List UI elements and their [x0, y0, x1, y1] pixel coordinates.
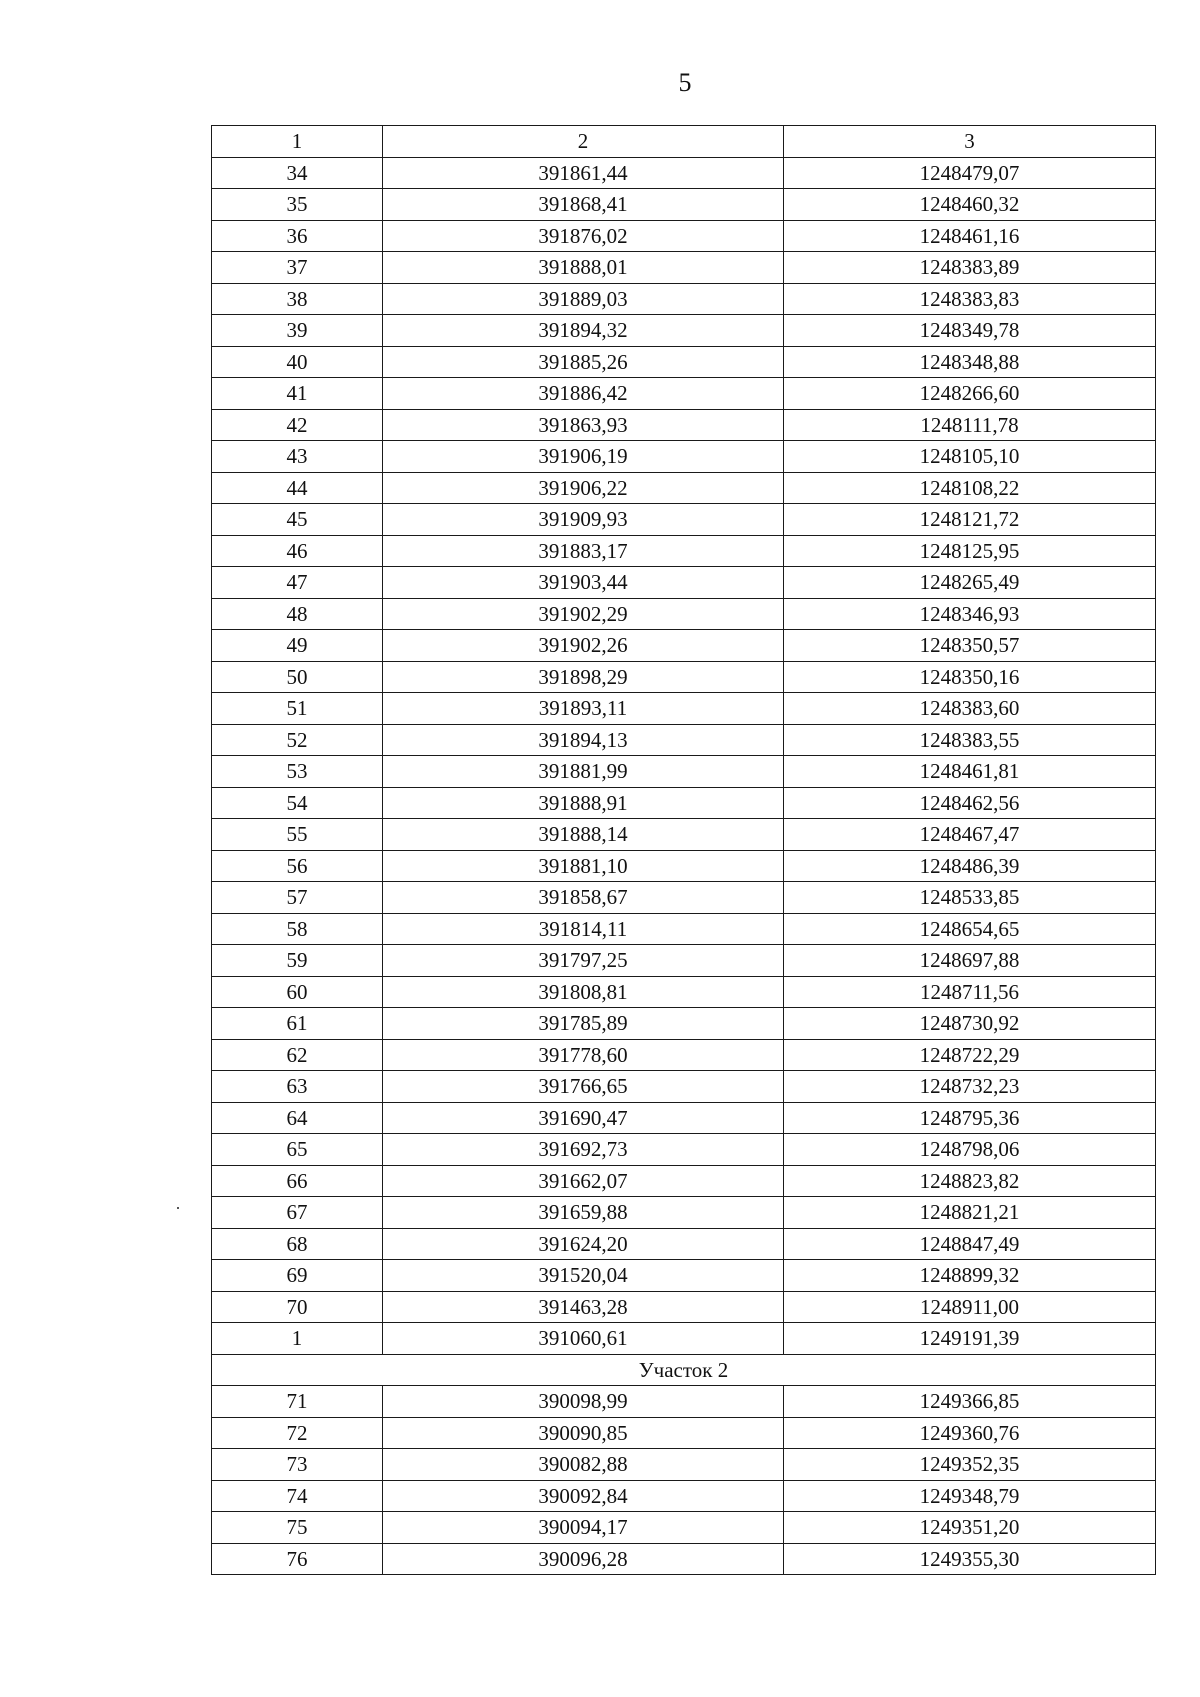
y-coordinate-cell: 1248798,06 [784, 1134, 1156, 1166]
point-number-cell: 53 [212, 756, 383, 788]
table-row [212, 1197, 1156, 1229]
point-number-cell: 56 [212, 850, 383, 882]
point-number-cell: 1 [212, 1323, 383, 1355]
x-coordinate-cell: 391902,29 [383, 598, 784, 630]
table-row [212, 441, 1156, 473]
x-coordinate-cell: 391692,73 [383, 1134, 784, 1166]
y-coordinate-cell: 1248479,07 [784, 157, 1156, 189]
y-coordinate-cell: 1248105,10 [784, 441, 1156, 473]
x-coordinate-cell: 391883,17 [383, 535, 784, 567]
table-row [212, 472, 1156, 504]
x-coordinate-cell: 391906,22 [383, 472, 784, 504]
y-coordinate-cell: 1248111,78 [784, 409, 1156, 441]
point-number-cell: 62 [212, 1039, 383, 1071]
point-number-cell: 43 [212, 441, 383, 473]
table-row [212, 409, 1156, 441]
x-coordinate-cell: 391814,11 [383, 913, 784, 945]
table-row [212, 220, 1156, 252]
point-number-cell: 69 [212, 1260, 383, 1292]
point-number-cell: 66 [212, 1165, 383, 1197]
table-row [212, 976, 1156, 1008]
x-coordinate-cell: 391060,61 [383, 1323, 784, 1355]
y-coordinate-cell: 1248461,81 [784, 756, 1156, 788]
x-coordinate-cell: 391808,81 [383, 976, 784, 1008]
y-coordinate-cell: 1248350,57 [784, 630, 1156, 662]
x-coordinate-cell: 391903,44 [383, 567, 784, 599]
table-row [212, 1543, 1156, 1575]
section-title-row [212, 1354, 1156, 1386]
y-coordinate-cell: 1248462,56 [784, 787, 1156, 819]
y-coordinate-cell: 1248467,47 [784, 819, 1156, 851]
x-coordinate-cell: 391797,25 [383, 945, 784, 977]
x-coordinate-cell: 391894,13 [383, 724, 784, 756]
x-coordinate-cell: 391858,67 [383, 882, 784, 914]
x-coordinate-cell: 390082,88 [383, 1449, 784, 1481]
y-coordinate-cell: 1248266,60 [784, 378, 1156, 410]
y-coordinate-cell: 1248383,60 [784, 693, 1156, 725]
table-row [212, 661, 1156, 693]
table-row [212, 630, 1156, 662]
table-row [212, 882, 1156, 914]
y-coordinate-cell: 1248461,16 [784, 220, 1156, 252]
table-row [212, 819, 1156, 851]
y-coordinate-cell: 1248730,92 [784, 1008, 1156, 1040]
y-coordinate-cell: 1248350,16 [784, 661, 1156, 693]
x-coordinate-cell: 391885,26 [383, 346, 784, 378]
table-header-row [212, 126, 1156, 158]
point-number-cell: 46 [212, 535, 383, 567]
y-coordinate-cell: 1248847,49 [784, 1228, 1156, 1260]
header-cell-x: 2 [383, 126, 784, 158]
point-number-cell: 44 [212, 472, 383, 504]
table-row [212, 1291, 1156, 1323]
point-number-cell: 41 [212, 378, 383, 410]
table-row [212, 1386, 1156, 1418]
header-cell-point: 1 [212, 126, 383, 158]
y-coordinate-cell: 1248697,88 [784, 945, 1156, 977]
table-row [212, 567, 1156, 599]
x-coordinate-cell: 391463,28 [383, 1291, 784, 1323]
y-coordinate-cell: 1248108,22 [784, 472, 1156, 504]
point-number-cell: 47 [212, 567, 383, 599]
point-number-cell: 76 [212, 1543, 383, 1575]
point-number-cell: 54 [212, 787, 383, 819]
point-number-cell: 60 [212, 976, 383, 1008]
point-number-cell: 55 [212, 819, 383, 851]
table-row [212, 787, 1156, 819]
x-coordinate-cell: 391886,42 [383, 378, 784, 410]
point-number-cell: 72 [212, 1417, 383, 1449]
point-number-cell: 73 [212, 1449, 383, 1481]
x-coordinate-cell: 391888,91 [383, 787, 784, 819]
x-coordinate-cell: 391889,03 [383, 283, 784, 315]
y-coordinate-cell: 1248121,72 [784, 504, 1156, 536]
scan-speck [177, 1207, 179, 1209]
table-row [212, 1134, 1156, 1166]
y-coordinate-cell: 1248795,36 [784, 1102, 1156, 1134]
table-row [212, 504, 1156, 536]
y-coordinate-cell: 1248346,93 [784, 598, 1156, 630]
x-coordinate-cell: 391861,44 [383, 157, 784, 189]
y-coordinate-cell: 1249355,30 [784, 1543, 1156, 1575]
y-coordinate-cell: 1248533,85 [784, 882, 1156, 914]
x-coordinate-cell: 391902,26 [383, 630, 784, 662]
point-number-cell: 42 [212, 409, 383, 441]
table-row [212, 945, 1156, 977]
table-row [212, 1417, 1156, 1449]
point-number-cell: 61 [212, 1008, 383, 1040]
table-row [212, 693, 1156, 725]
table-row [212, 378, 1156, 410]
x-coordinate-cell: 391881,10 [383, 850, 784, 882]
table-row [212, 535, 1156, 567]
point-number-cell: 38 [212, 283, 383, 315]
table-row [212, 189, 1156, 221]
point-number-cell: 71 [212, 1386, 383, 1418]
x-coordinate-cell: 391898,29 [383, 661, 784, 693]
x-coordinate-cell: 391624,20 [383, 1228, 784, 1260]
point-number-cell: 34 [212, 157, 383, 189]
table-row [212, 283, 1156, 315]
y-coordinate-cell: 1248383,89 [784, 252, 1156, 284]
point-number-cell: 51 [212, 693, 383, 725]
x-coordinate-cell: 391659,88 [383, 1197, 784, 1229]
table-row [212, 1039, 1156, 1071]
page-number: 5 [678, 68, 692, 97]
point-number-cell: 50 [212, 661, 383, 693]
y-coordinate-cell: 1249366,85 [784, 1386, 1156, 1418]
point-number-cell: 57 [212, 882, 383, 914]
table-row [212, 1512, 1156, 1544]
table-row [212, 850, 1156, 882]
table-row [212, 1449, 1156, 1481]
table-row [212, 1071, 1156, 1103]
point-number-cell: 59 [212, 945, 383, 977]
x-coordinate-cell: 391766,65 [383, 1071, 784, 1103]
y-coordinate-cell: 1248265,49 [784, 567, 1156, 599]
x-coordinate-cell: 391785,89 [383, 1008, 784, 1040]
y-coordinate-cell: 1248349,78 [784, 315, 1156, 347]
x-coordinate-cell: 391876,02 [383, 220, 784, 252]
y-coordinate-cell: 1249348,79 [784, 1480, 1156, 1512]
table-row [212, 913, 1156, 945]
y-coordinate-cell: 1248348,88 [784, 346, 1156, 378]
table-row [212, 252, 1156, 284]
y-coordinate-cell: 1248383,83 [784, 283, 1156, 315]
y-coordinate-cell: 1249191,39 [784, 1323, 1156, 1355]
x-coordinate-cell: 391690,47 [383, 1102, 784, 1134]
y-coordinate-cell: 1248823,82 [784, 1165, 1156, 1197]
x-coordinate-cell: 391888,01 [383, 252, 784, 284]
table-row [212, 315, 1156, 347]
x-coordinate-cell: 391909,93 [383, 504, 784, 536]
point-number-cell: 36 [212, 220, 383, 252]
point-number-cell: 58 [212, 913, 383, 945]
x-coordinate-cell: 391863,93 [383, 409, 784, 441]
y-coordinate-cell: 1249352,35 [784, 1449, 1156, 1481]
section-title: Участок 2 [212, 1354, 1156, 1386]
table-row [212, 157, 1156, 189]
table-row [212, 1008, 1156, 1040]
y-coordinate-cell: 1248732,23 [784, 1071, 1156, 1103]
y-coordinate-cell: 1248383,55 [784, 724, 1156, 756]
table-row [212, 1165, 1156, 1197]
point-number-cell: 64 [212, 1102, 383, 1134]
table-row [212, 724, 1156, 756]
x-coordinate-cell: 390090,85 [383, 1417, 784, 1449]
point-number-cell: 45 [212, 504, 383, 536]
point-number-cell: 49 [212, 630, 383, 662]
y-coordinate-cell: 1249360,76 [784, 1417, 1156, 1449]
y-coordinate-cell: 1248125,95 [784, 535, 1156, 567]
point-number-cell: 68 [212, 1228, 383, 1260]
coordinates-table-body [212, 126, 1156, 1575]
point-number-cell: 39 [212, 315, 383, 347]
y-coordinate-cell: 1248711,56 [784, 976, 1156, 1008]
point-number-cell: 65 [212, 1134, 383, 1166]
y-coordinate-cell: 1248899,32 [784, 1260, 1156, 1292]
y-coordinate-cell: 1248654,65 [784, 913, 1156, 945]
table-row [212, 1228, 1156, 1260]
y-coordinate-cell: 1248722,29 [784, 1039, 1156, 1071]
point-number-cell: 52 [212, 724, 383, 756]
table-row [212, 598, 1156, 630]
x-coordinate-cell: 391893,11 [383, 693, 784, 725]
x-coordinate-cell: 390096,28 [383, 1543, 784, 1575]
x-coordinate-cell: 391906,19 [383, 441, 784, 473]
x-coordinate-cell: 391868,41 [383, 189, 784, 221]
y-coordinate-cell: 1248486,39 [784, 850, 1156, 882]
y-coordinate-cell: 1248821,21 [784, 1197, 1156, 1229]
x-coordinate-cell: 390094,17 [383, 1512, 784, 1544]
y-coordinate-cell: 1248911,00 [784, 1291, 1156, 1323]
x-coordinate-cell: 390098,99 [383, 1386, 784, 1418]
point-number-cell: 40 [212, 346, 383, 378]
point-number-cell: 37 [212, 252, 383, 284]
point-number-cell: 70 [212, 1291, 383, 1323]
x-coordinate-cell: 391520,04 [383, 1260, 784, 1292]
table-row [212, 1260, 1156, 1292]
x-coordinate-cell: 391894,32 [383, 315, 784, 347]
x-coordinate-cell: 390092,84 [383, 1480, 784, 1512]
x-coordinate-cell: 391662,07 [383, 1165, 784, 1197]
y-coordinate-cell: 1248460,32 [784, 189, 1156, 221]
point-number-cell: 74 [212, 1480, 383, 1512]
header-cell-y: 3 [784, 126, 1156, 158]
x-coordinate-cell: 391888,14 [383, 819, 784, 851]
y-coordinate-cell: 1249351,20 [784, 1512, 1156, 1544]
x-coordinate-cell: 391881,99 [383, 756, 784, 788]
table-row [212, 1102, 1156, 1134]
table-row [212, 346, 1156, 378]
point-number-cell: 67 [212, 1197, 383, 1229]
table-row [212, 1480, 1156, 1512]
table-row [212, 1323, 1156, 1355]
point-number-cell: 48 [212, 598, 383, 630]
point-number-cell: 35 [212, 189, 383, 221]
table-row [212, 756, 1156, 788]
x-coordinate-cell: 391778,60 [383, 1039, 784, 1071]
coordinates-table [211, 125, 1156, 1575]
point-number-cell: 75 [212, 1512, 383, 1544]
point-number-cell: 63 [212, 1071, 383, 1103]
